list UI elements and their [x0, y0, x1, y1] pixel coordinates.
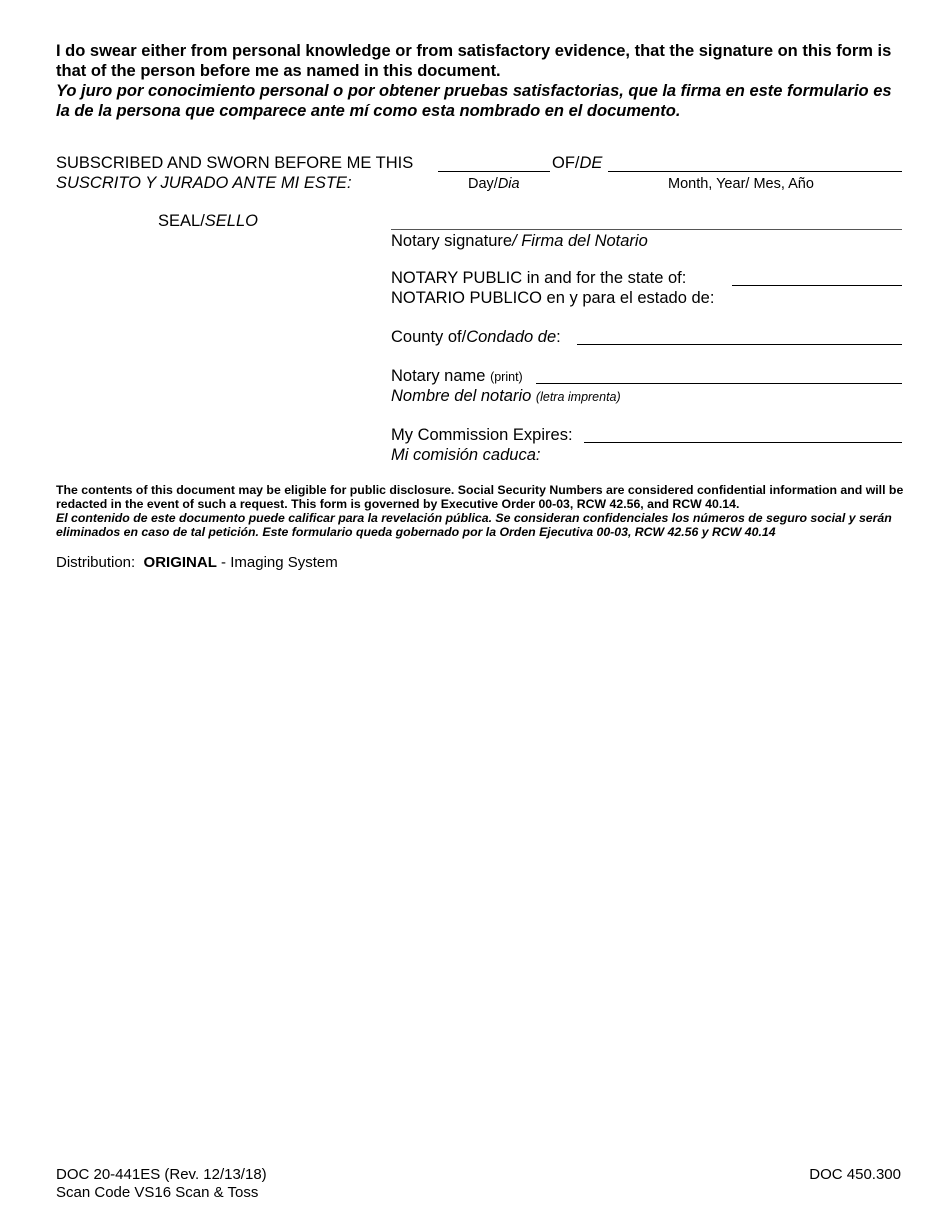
oath-statement: [56, 41, 906, 121]
disclosure-notice: [56, 483, 906, 539]
distribution-line: Distribution: ORIGINAL - Imaging System: [56, 554, 338, 571]
day-field[interactable]: [438, 171, 550, 172]
notary-state-label-spanish: NOTARIO PUBLICO en y para el estado de:: [391, 289, 715, 307]
notary-name-field[interactable]: [536, 383, 902, 384]
disclosure-spanish: El contenido de este documento puede calificar para la revelación pública. Se consideran confidenciales los números de seguro social y serán eliminados en caso de tal petición. Este formulario queda gobernado por la Orden Ejecutiva 00-03, RCW 42.56 y RCW 40.14: [56, 511, 892, 539]
notary-name-label-spanish: Nombre del notario (letra imprenta): [391, 387, 621, 405]
oath-spanish: Yo juro por conocimiento personal o por obtener pruebas satisfactorias, que la firma en este formulario es la de la persona que comparece ante mí como esta nombrado en el documento.: [56, 82, 892, 120]
county-field[interactable]: [577, 344, 902, 345]
month-year-field[interactable]: [608, 171, 902, 172]
notary-signature-label: Notary signature/ Firma del Notario: [391, 232, 648, 250]
oath-english: I do swear either from personal knowledge or from satisfactory evidence, that the signature on this form is that of the person before me as named in this document.: [56, 42, 892, 80]
notary-signature-field[interactable]: [391, 229, 902, 230]
of-label: OF/DE: [552, 154, 603, 172]
subscribed-label-spanish: SUSCRITO Y JURADO ANTE MI ESTE:: [56, 174, 352, 192]
county-label: County of/Condado de:: [391, 328, 561, 346]
day-caption: Day/Dia: [468, 176, 520, 192]
commission-field[interactable]: [584, 442, 902, 443]
month-year-caption: Month, Year/ Mes, Año: [668, 176, 814, 192]
seal-label: SEAL/SELLO: [158, 212, 258, 230]
commission-label: My Commission Expires:: [391, 426, 573, 444]
commission-label-spanish: Mi comisión caduca:: [391, 446, 541, 464]
policy-number: DOC 450.300: [809, 1166, 901, 1183]
scan-code: Scan Code VS16 Scan & Toss: [56, 1184, 259, 1201]
notary-state-field[interactable]: [732, 285, 902, 286]
form-number: DOC 20-441ES (Rev. 12/13/18): [56, 1166, 267, 1183]
notary-state-label: NOTARY PUBLIC in and for the state of:: [391, 269, 687, 287]
notary-name-label: Notary name (print): [391, 367, 523, 385]
disclosure-english: The contents of this document may be eligible for public disclosure. Social Security Numbers are considered confidential information and will be redacted in the event of such a request. This form is governed by Executive Order 00-03, RCW 42.56, and RCW 40.14.: [56, 483, 904, 511]
subscribed-label: SUBSCRIBED AND SWORN BEFORE ME THIS: [56, 154, 414, 172]
